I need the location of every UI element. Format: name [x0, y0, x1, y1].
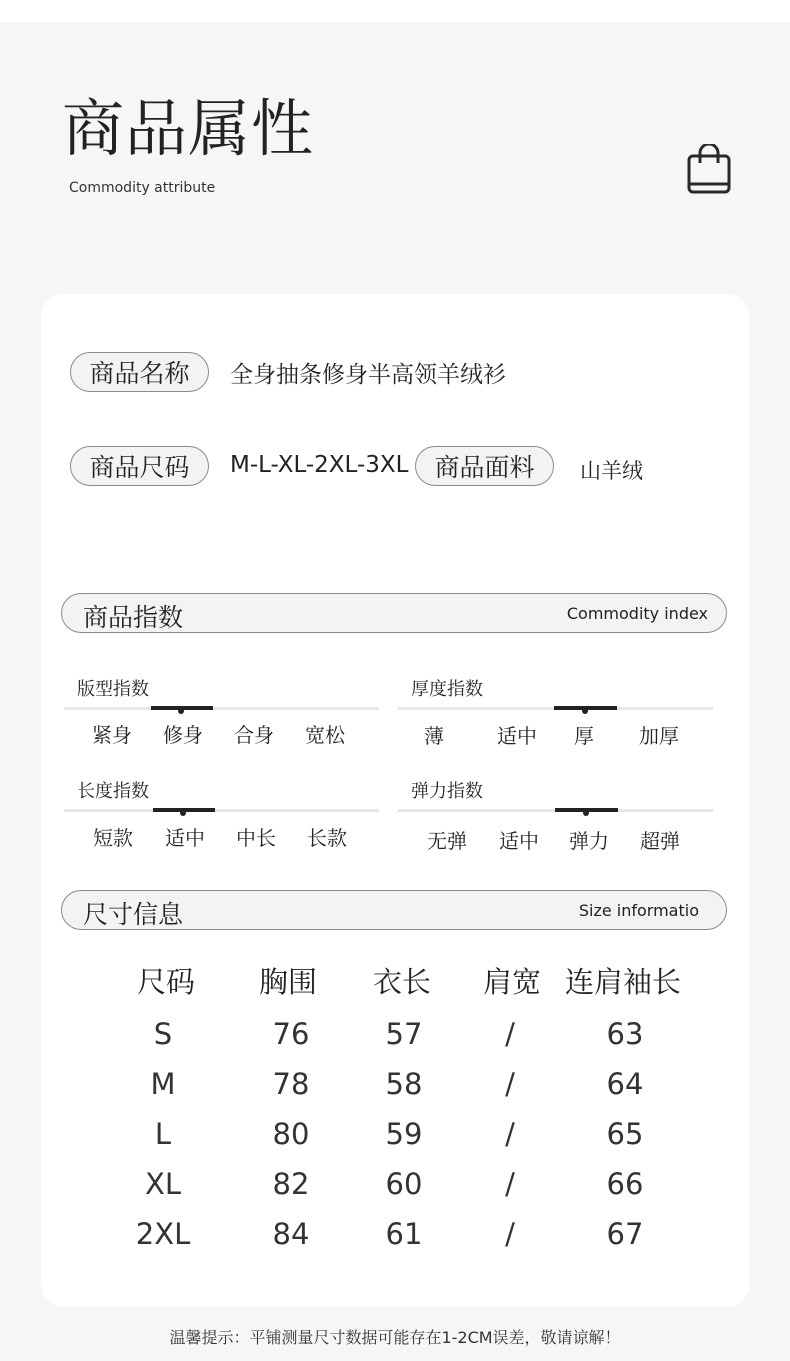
- fit-index-marker: [178, 708, 184, 714]
- size-table-header: 衣长: [372, 965, 431, 999]
- table-cell: S: [153, 1017, 173, 1051]
- elasticity-option: 超弹: [640, 829, 680, 853]
- table-cell: /: [505, 1167, 515, 1201]
- length-index-title: 长度指数: [77, 781, 149, 802]
- length-index-marker: [180, 810, 186, 816]
- size-info-title: 尺寸信息: [83, 900, 184, 929]
- table-cell: 82: [272, 1167, 310, 1201]
- table-cell: 66: [606, 1167, 644, 1201]
- commodity-index-title: 商品指数: [83, 603, 184, 632]
- footer-note: 温馨提示：平铺测量尺寸数据可能存在1-2CM误差，敬请谅解！: [169, 1328, 621, 1347]
- table-cell: 84: [272, 1217, 310, 1251]
- table-cell: /: [505, 1017, 515, 1051]
- shopping-bag-icon: [684, 144, 734, 198]
- table-cell: /: [505, 1117, 515, 1151]
- elasticity-option: 无弹: [427, 829, 467, 853]
- commodity-index-bar: [61, 593, 727, 633]
- table-cell: 2XL: [135, 1217, 191, 1251]
- size-table-header: 胸围: [258, 965, 317, 999]
- elasticity-index-marker: [583, 810, 589, 816]
- size-info-title-en: Size informatio: [578, 901, 699, 920]
- page-subtitle: Commodity attribute: [69, 180, 216, 196]
- table-cell: 58: [385, 1067, 423, 1101]
- thickness-option: 加厚: [639, 724, 679, 748]
- name-value: 全身抽条修身半高领羊绒衫: [230, 362, 506, 388]
- length-option: 短款: [93, 826, 133, 850]
- thickness-option: 厚: [574, 724, 594, 748]
- elasticity-option: 适中: [499, 829, 539, 853]
- table-cell: 65: [606, 1117, 644, 1151]
- size-table-header: 肩宽: [482, 965, 541, 999]
- table-cell: XL: [144, 1167, 182, 1201]
- size-value: M-L-XL-2XL-3XL: [230, 452, 409, 478]
- page-title: 商品属性: [62, 92, 315, 165]
- elasticity-index-title: 弹力指数: [411, 781, 483, 802]
- table-cell: 67: [606, 1217, 644, 1251]
- commodity-index-title-en: Commodity index: [566, 604, 708, 623]
- table-cell: 80: [272, 1117, 310, 1151]
- elasticity-option: 弹力: [569, 829, 609, 853]
- thickness-option: 适中: [497, 724, 537, 748]
- size-table-header: 连肩袖长: [564, 965, 681, 999]
- table-cell: /: [505, 1217, 515, 1251]
- size-info-bar: [61, 890, 727, 930]
- fit-option: 合身: [234, 723, 274, 747]
- table-cell: M: [150, 1067, 176, 1101]
- table-cell: 64: [606, 1067, 644, 1101]
- table-cell: 57: [385, 1017, 423, 1051]
- thickness-option: 薄: [424, 724, 444, 748]
- table-cell: 59: [385, 1117, 423, 1151]
- table-cell: 78: [272, 1067, 310, 1101]
- length-option: 中长: [236, 826, 276, 850]
- table-cell: 76: [272, 1017, 310, 1051]
- table-cell: /: [505, 1067, 515, 1101]
- fit-option: 紧身: [92, 723, 132, 747]
- fabric-value: 山羊绒: [580, 459, 643, 483]
- fit-option: 修身: [163, 723, 203, 747]
- fit-index-track: [64, 707, 379, 710]
- name-label-pill: 商品名称: [70, 352, 209, 392]
- fabric-label-pill: 商品面料: [415, 446, 554, 486]
- fit-index-title: 版型指数: [77, 679, 149, 700]
- length-option: 适中: [165, 826, 205, 850]
- length-index-track: [64, 809, 379, 812]
- thickness-index-title: 厚度指数: [411, 679, 483, 700]
- table-cell: 63: [606, 1017, 644, 1051]
- table-cell: 60: [385, 1167, 423, 1201]
- length-option: 长款: [307, 826, 347, 850]
- fit-option: 宽松: [305, 723, 345, 747]
- size-label-pill: 商品尺码: [70, 446, 209, 486]
- table-cell: 61: [385, 1217, 423, 1251]
- table-cell: L: [154, 1117, 172, 1151]
- thickness-index-marker: [582, 708, 588, 714]
- size-table-header: 尺码: [136, 965, 195, 999]
